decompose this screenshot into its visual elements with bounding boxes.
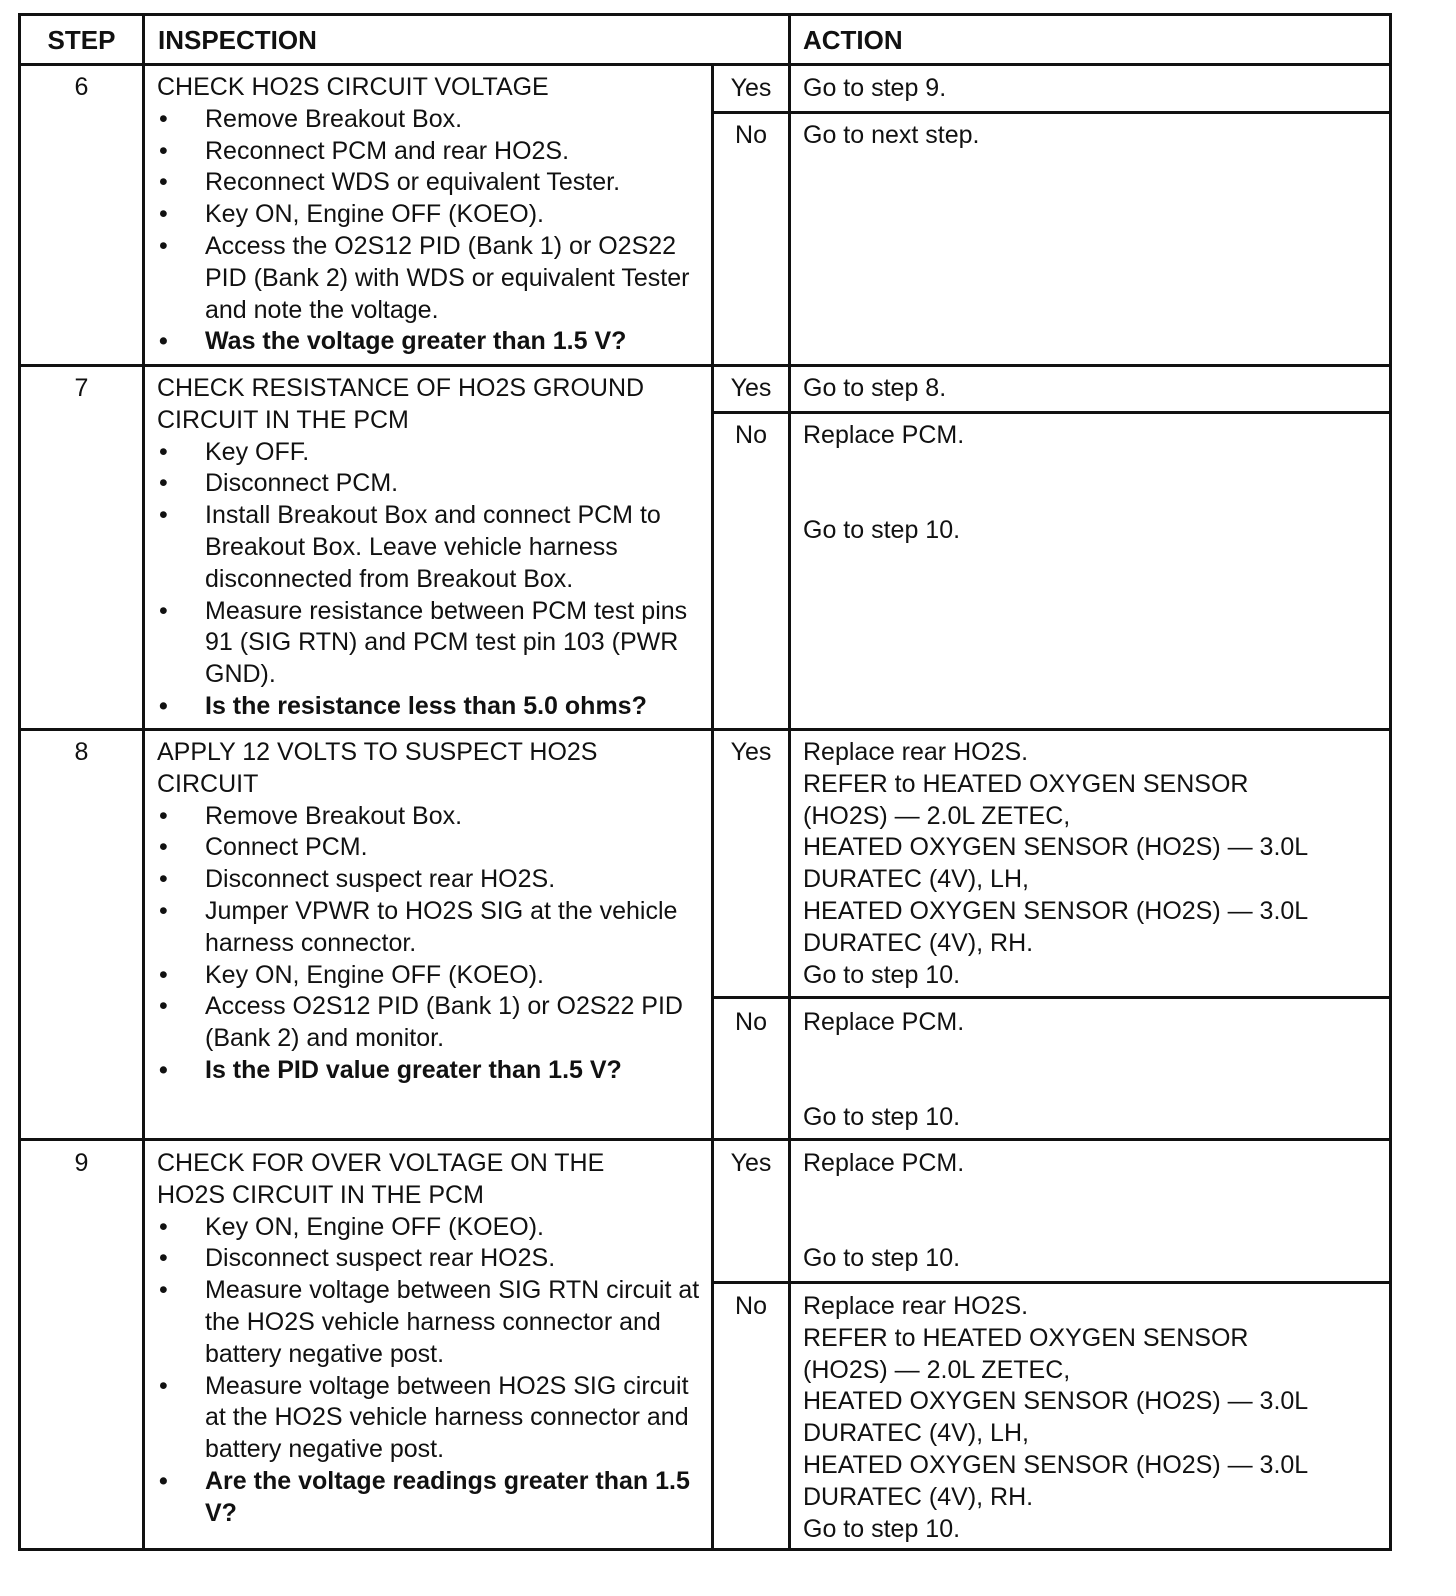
no-action — [803, 1291, 1308, 1545]
step-number: 6 — [74, 73, 89, 101]
bullet-item: • Key ON, Engine OFF (KOEO). — [157, 960, 705, 992]
action-line: Replace rear HO2S. — [803, 738, 1029, 766]
no-action — [803, 420, 964, 547]
header-step: STEP — [47, 25, 116, 55]
no-action — [803, 1007, 964, 1134]
bullet-item — [157, 1371, 705, 1466]
bullet-text: Access O2S12 PID (Bank 1) or O2S22 PID (Bank 2) and monitor. — [205, 992, 683, 1053]
yes-no-divider-6 — [711, 111, 1389, 114]
step-number: 9 — [74, 1149, 89, 1177]
bullet-item: • Disconnect PCM. — [157, 468, 705, 500]
header-action: ACTION — [803, 25, 903, 55]
yes-label: Yes — [730, 738, 772, 766]
action-line: Go to step 10. — [803, 1103, 961, 1132]
inspection-bullets — [157, 1212, 705, 1530]
bullet-item: • Connect PCM. — [157, 832, 705, 864]
inspection-cell — [157, 1148, 705, 1530]
bullet-text: Measure voltage between HO2S SIG circuit at the HO2S vehicle harness connector and battery negative post. — [205, 1371, 689, 1464]
bullet-text: Install Breakout Box and connect PCM to Breakout Box. Leave vehicle harness disconnected from Breakout Box. — [205, 501, 661, 593]
inspection-bullets — [157, 104, 705, 358]
header-inspection: INSPECTION — [158, 25, 317, 55]
action-line: Go to step 10. — [803, 1244, 961, 1273]
inspection-bullets — [157, 801, 705, 1087]
action-line: Replace PCM. — [803, 421, 965, 449]
bullet-item: • Disconnect suspect rear HO2S. — [157, 864, 705, 896]
bullet-text: Jumper VPWR to HO2S SIG at the vehicle harness connector. — [205, 896, 678, 957]
step-number: 7 — [74, 374, 89, 402]
action-line: (HO2S) — 2.0L ZETEC, — [803, 1355, 1071, 1384]
step-number: 8 — [74, 738, 89, 766]
bullet-text: Measure voltage between SIG RTN circuit at the HO2S vehicle harness connector and battery negative post. — [205, 1276, 700, 1368]
bullet-item: • Reconnect PCM and rear HO2S. — [157, 136, 705, 168]
inspection-title: CHECK FOR OVER VOLTAGE ON THE — [157, 1149, 605, 1177]
inspection-title: CHECK HO2S CIRCUIT VOLTAGE — [157, 73, 549, 101]
action-line: Go to step 10. — [803, 960, 961, 989]
yes-action — [803, 373, 946, 405]
action-line: (HO2S) — 2.0L ZETEC, — [803, 801, 1071, 830]
action-line: Go to step 9. — [803, 74, 947, 102]
col-divider-answer — [711, 63, 714, 1548]
bullet-text: Measure resistance between PCM test pins 91 (SIG RTN) and PCM test pin 103 (PWR GND). — [205, 596, 688, 689]
bullet-item: • Reconnect WDS or equivalent Tester. — [157, 167, 705, 199]
bullet-item — [157, 500, 705, 595]
bullet-item: • Disconnect suspect rear HO2S. — [157, 1243, 705, 1275]
yes-no-divider-9 — [711, 1281, 1389, 1284]
row-divider-7-8 — [21, 728, 1389, 731]
bullet-item: • Key OFF. — [157, 437, 705, 469]
no-action — [803, 120, 980, 152]
inspection-title: CIRCUIT IN THE PCM — [157, 405, 409, 434]
yes-label: Yes — [730, 374, 772, 402]
header-divider — [21, 63, 1389, 66]
action-line: Go to step 8. — [803, 374, 947, 402]
diagnostic-table — [18, 13, 1392, 1551]
inspection-title: CIRCUIT — [157, 769, 259, 798]
bullet-item — [157, 991, 705, 1055]
action-line: DURATEC (4V), LH, — [803, 1419, 1029, 1448]
bullet-item — [157, 1275, 705, 1370]
action-line: Go to step 10. — [803, 516, 961, 545]
action-line: REFER to HEATED OXYGEN SENSOR — [803, 1323, 1249, 1352]
no-label: No — [735, 1008, 767, 1036]
action-line: HEATED OXYGEN SENSOR (HO2S) — 3.0L — [803, 1450, 1309, 1479]
inspection-title: CHECK RESISTANCE OF HO2S GROUND — [157, 374, 645, 402]
action-line: Replace rear HO2S. — [803, 1292, 1029, 1320]
no-label: No — [735, 421, 767, 449]
action-line: DURATEC (4V), RH. — [803, 928, 1034, 957]
bullet-question: • Was the voltage greater than 1.5 V? — [157, 326, 705, 358]
bullet-item: • Key ON, Engine OFF (KOEO). — [157, 1212, 705, 1244]
yes-action — [803, 737, 1308, 991]
col-divider-action — [788, 16, 791, 1548]
bullet-item: • Key ON, Engine OFF (KOEO). — [157, 199, 705, 231]
bullet-item: • Remove Breakout Box. — [157, 801, 705, 833]
bullet-item — [157, 896, 705, 960]
inspection-cell — [157, 72, 705, 358]
action-line: HEATED OXYGEN SENSOR (HO2S) — 3.0L — [803, 1387, 1309, 1416]
inspection-bullets — [157, 437, 705, 723]
inspection-cell — [157, 737, 705, 1087]
action-line: DURATEC (4V), LH, — [803, 865, 1029, 894]
yes-action — [803, 1148, 964, 1275]
bullet-question — [157, 1466, 705, 1530]
no-label: No — [735, 1292, 767, 1320]
bullet-text: Access the O2S12 PID (Bank 1) or O2S22 PID (Bank 2) with WDS or equivalent Tester and note the voltage. — [205, 231, 690, 324]
yes-label: Yes — [730, 74, 772, 102]
no-label: No — [735, 121, 767, 149]
yes-no-divider-8 — [711, 996, 1389, 999]
inspection-title: HO2S CIRCUIT IN THE PCM — [157, 1180, 484, 1209]
action-line: REFER to HEATED OXYGEN SENSOR — [803, 769, 1249, 798]
action-line: Replace PCM. — [803, 1008, 965, 1036]
bullet-item — [157, 231, 705, 326]
bullet-text: Are the voltage readings greater than 1.5 V? — [205, 1466, 690, 1527]
action-line: HEATED OXYGEN SENSOR (HO2S) — 3.0L — [803, 833, 1309, 862]
action-line: Go to step 10. — [803, 1514, 961, 1543]
inspection-cell — [157, 373, 705, 723]
inspection-title: APPLY 12 VOLTS TO SUSPECT HO2S — [157, 738, 598, 766]
action-line: Replace PCM. — [803, 1149, 965, 1177]
bullet-question: • Is the PID value greater than 1.5 V? — [157, 1055, 705, 1087]
row-divider-6-7 — [21, 364, 1389, 367]
yes-no-divider-7 — [711, 411, 1389, 414]
action-line: Go to next step. — [803, 121, 980, 149]
bullet-item — [157, 596, 705, 691]
col-divider-step — [142, 16, 145, 1548]
bullet-item: • Remove Breakout Box. — [157, 104, 705, 136]
row-divider-8-9 — [21, 1138, 1389, 1141]
action-line: DURATEC (4V), RH. — [803, 1482, 1034, 1511]
yes-action — [803, 73, 946, 105]
bullet-question: • Is the resistance less than 5.0 ohms? — [157, 691, 705, 723]
yes-label: Yes — [730, 1149, 772, 1177]
action-line: HEATED OXYGEN SENSOR (HO2S) — 3.0L — [803, 896, 1309, 925]
